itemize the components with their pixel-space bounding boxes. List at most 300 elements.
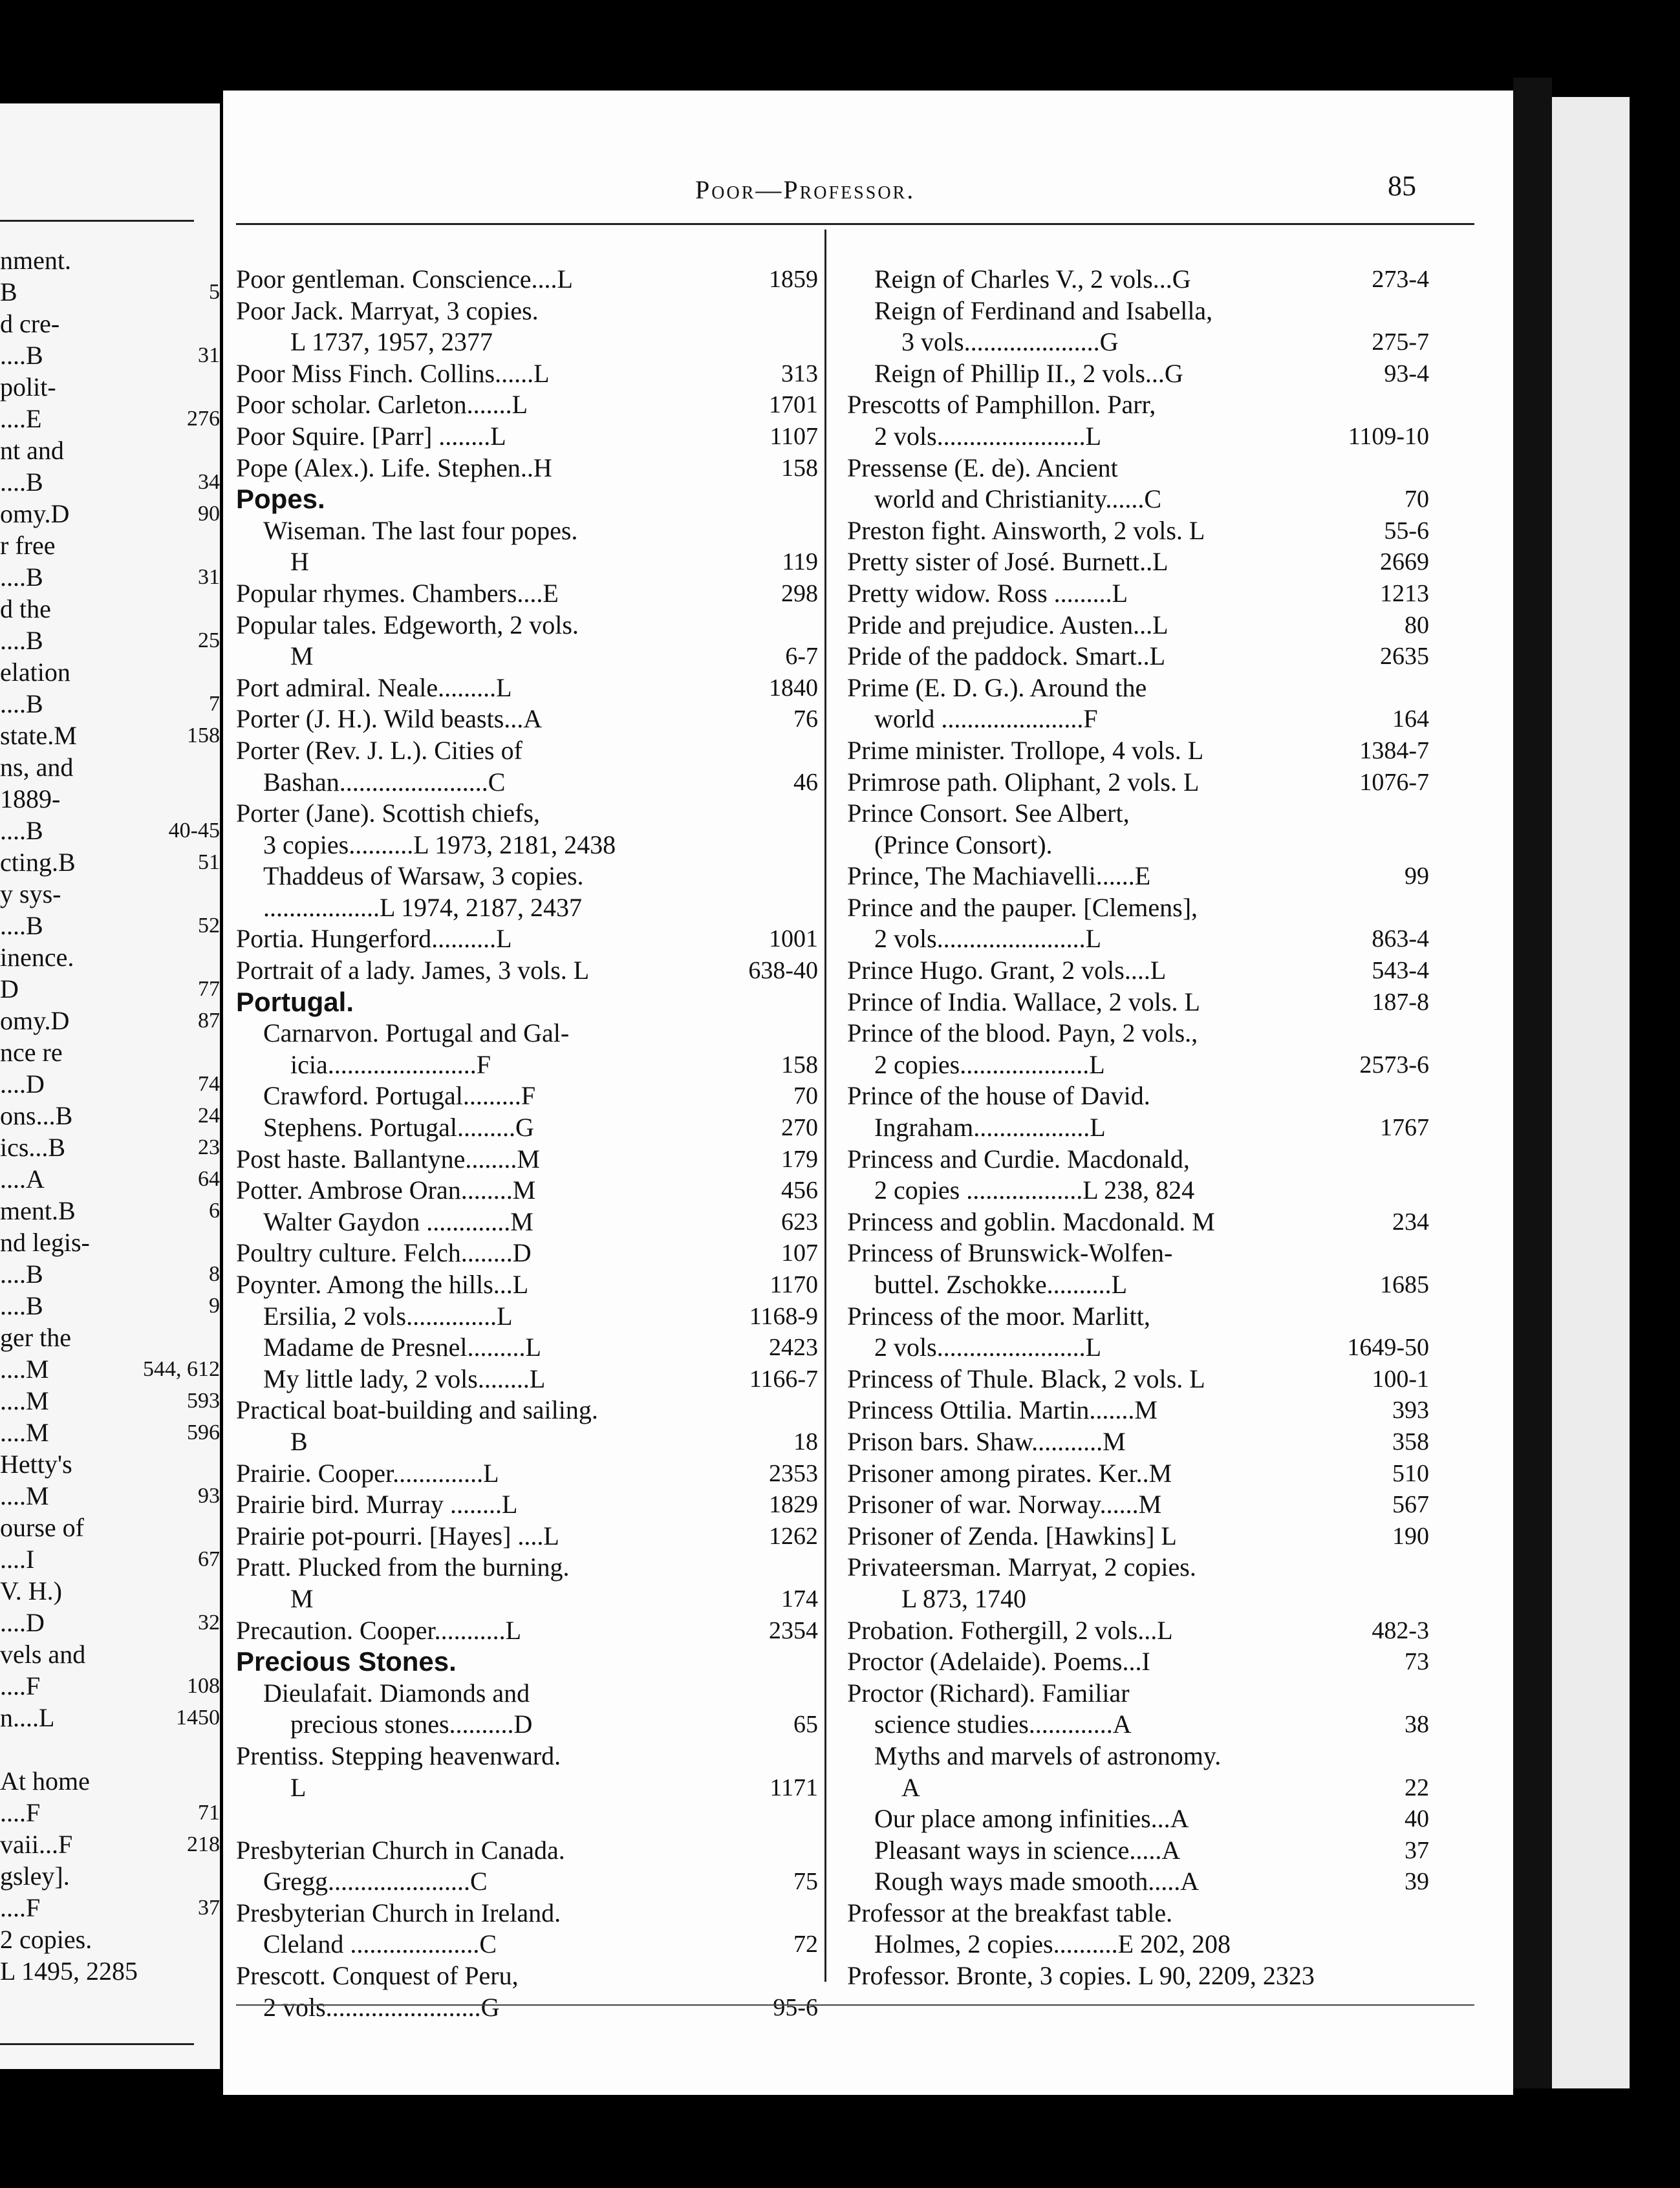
entry-text: Prince and the pauper. [Clemens], xyxy=(847,892,1198,922)
prev-line-text: d cre- xyxy=(0,309,60,338)
index-entry-line xyxy=(236,1238,818,1269)
page-header xyxy=(223,170,1513,213)
prev-page-line xyxy=(0,1638,220,1670)
entry-text: Princess Ottilia. Martin.......M xyxy=(847,1395,1158,1425)
entry-number: 1213 xyxy=(1380,579,1429,607)
index-entry-line xyxy=(847,703,1429,735)
prev-line-text: nce re xyxy=(0,1038,63,1067)
prev-line-text: ment.B xyxy=(0,1196,76,1225)
prev-line-text: ....B xyxy=(0,626,43,655)
index-entry-line xyxy=(236,1709,818,1741)
index-entry-line xyxy=(847,1552,1429,1583)
index-entry-line xyxy=(847,1615,1429,1647)
entry-number: 270 xyxy=(781,1114,818,1142)
index-entry-line xyxy=(236,1395,818,1426)
entry-number: 1076-7 xyxy=(1359,768,1429,796)
index-entry-line xyxy=(847,892,1429,924)
prev-page-line xyxy=(0,720,220,751)
index-entry-line xyxy=(236,389,818,421)
prev-page-line xyxy=(0,878,220,910)
entry-number: 187-8 xyxy=(1372,988,1429,1016)
entry-number: 510 xyxy=(1392,1459,1429,1487)
entry-number: 158 xyxy=(781,1051,818,1078)
entry-number: 107 xyxy=(781,1239,818,1267)
entry-number: 2573-6 xyxy=(1359,1051,1429,1078)
index-entry-line xyxy=(847,1709,1429,1741)
index-entry-line xyxy=(847,1521,1429,1552)
entry-text: L 1737, 1957, 2377 xyxy=(290,327,493,357)
index-entry-line xyxy=(236,1458,818,1490)
entry-text: Prairie. Cooper..............L xyxy=(236,1458,499,1488)
index-entry-line xyxy=(847,641,1429,672)
prev-line-text: vaii...F xyxy=(0,1830,73,1859)
index-entry-line xyxy=(847,1080,1429,1112)
entry-number: 95-6 xyxy=(773,1993,818,2021)
entry-text: Pressense (E. de). Ancient xyxy=(847,453,1118,482)
prev-page-line xyxy=(0,973,220,1005)
entry-text: Prentiss. Stepping heavenward. xyxy=(236,1741,561,1770)
prev-line-text: ....M xyxy=(0,1481,49,1510)
entry-text: H xyxy=(290,547,309,577)
entry-number: 1171 xyxy=(770,1774,818,1801)
prev-page-line xyxy=(0,1417,220,1448)
index-entry-line xyxy=(847,1049,1429,1081)
entry-text: Pride and prejudice. Austen...L xyxy=(847,610,1168,639)
entry-text: Ingraham..................L xyxy=(874,1113,1106,1142)
prev-line-number: 276 xyxy=(187,407,220,431)
prev-line-text: ....B xyxy=(0,341,43,370)
entry-number: 75 xyxy=(793,1868,818,1896)
entry-text: Precious Stones. xyxy=(236,1646,457,1677)
entry-text: Poor Jack. Marryat, 3 copies. xyxy=(236,295,539,325)
prev-page-line xyxy=(0,751,220,783)
index-entry-line xyxy=(236,1615,818,1647)
prev-line-number: 6 xyxy=(209,1199,220,1223)
entry-text: Cleland ....................C xyxy=(263,1929,497,1959)
index-entry-line xyxy=(847,389,1429,421)
prev-line-text: At home xyxy=(0,1766,90,1796)
entry-number: 6-7 xyxy=(785,643,818,670)
index-entry-line xyxy=(847,546,1429,578)
page-number: 85 xyxy=(1388,170,1416,202)
prev-line-text: ns, and xyxy=(0,753,74,782)
prev-page-line xyxy=(0,561,220,593)
entry-text: 2 vols.......................L xyxy=(874,421,1102,451)
prev-page-line xyxy=(0,1005,220,1036)
prev-line-text: ....B xyxy=(0,689,43,718)
entry-number: 1262 xyxy=(769,1522,818,1550)
entry-text: 2 vols.......................L xyxy=(874,1333,1102,1362)
index-entry-line xyxy=(236,515,818,547)
entry-number: 623 xyxy=(781,1208,818,1236)
prev-line-number: 1450 xyxy=(176,1706,220,1730)
index-entry-line xyxy=(847,264,1429,295)
entry-text: Popular tales. Edgeworth, 2 vols. xyxy=(236,610,579,639)
entry-text: Prince, The Machiavelli......E xyxy=(847,861,1151,891)
entry-text: Privateersman. Marryat, 2 copies. xyxy=(847,1552,1196,1582)
index-entry-line xyxy=(236,1207,818,1238)
prev-page-line xyxy=(0,371,220,403)
entry-number: 158 xyxy=(781,454,818,482)
entry-text: Preston fight. Ainsworth, 2 vols. L xyxy=(847,515,1205,545)
index-entry-line xyxy=(236,1080,818,1112)
prev-line-text: gsley]. xyxy=(0,1861,70,1891)
prev-line-number: 64 xyxy=(198,1167,220,1191)
index-entry-line xyxy=(236,327,818,358)
prev-page-line xyxy=(0,1163,220,1195)
entry-text: Princess of Thule. Black, 2 vols. L xyxy=(847,1364,1205,1393)
index-entry-line xyxy=(847,1364,1429,1395)
index-entry-line xyxy=(236,767,818,799)
entry-number: 22 xyxy=(1405,1774,1429,1801)
prev-line-text: ....D xyxy=(0,1608,45,1637)
index-entry-line xyxy=(847,1207,1429,1238)
prev-page-line xyxy=(0,1100,220,1132)
entry-text: buttel. Zschokke..........L xyxy=(874,1270,1128,1299)
entry-number: 482-3 xyxy=(1372,1616,1429,1644)
index-entry-line xyxy=(236,610,818,641)
prev-line-text: n....L xyxy=(0,1703,55,1732)
entry-number: 863-4 xyxy=(1372,925,1429,953)
entry-number: 2353 xyxy=(769,1459,818,1487)
entry-number: 1829 xyxy=(769,1491,818,1519)
prev-line-text: omy.D xyxy=(0,499,70,528)
entry-text: M xyxy=(290,641,314,671)
entry-text: 2 vols........................G xyxy=(263,1992,500,2022)
prev-line-text: 2 copies. xyxy=(0,1925,92,1954)
index-entry-line xyxy=(847,1426,1429,1458)
index-entry-line xyxy=(236,798,818,830)
entry-text: Professor at the breakfast table. xyxy=(847,1898,1173,1927)
prev-line-text: nment. xyxy=(0,246,71,275)
entry-text: Pretty sister of José. Burnett..L xyxy=(847,547,1168,577)
prev-line-text: ....M xyxy=(0,1418,49,1447)
index-entry-line xyxy=(847,1835,1429,1867)
entry-text: Presbyterian Church in Ireland. xyxy=(236,1898,561,1927)
entry-text: Prairie pot-pourri. [Hayes] ....L xyxy=(236,1521,559,1550)
entry-number: 1107 xyxy=(770,422,818,450)
prev-line-number: 51 xyxy=(198,850,220,874)
index-entry-line xyxy=(847,1269,1429,1301)
index-entry-line xyxy=(847,1301,1429,1333)
prev-line-number: 32 xyxy=(198,1611,220,1635)
entry-text: Poynter. Among the hills...L xyxy=(236,1270,529,1299)
index-entry-line xyxy=(236,735,818,767)
entry-text: Potter. Ambrose Oran........M xyxy=(236,1175,536,1205)
prev-page-line xyxy=(0,941,220,973)
entry-text: Primrose path. Oliphant, 2 vols. L xyxy=(847,767,1200,797)
entry-text: Princess and goblin. Macdonald. M xyxy=(847,1207,1215,1236)
prev-page-line xyxy=(0,1797,220,1829)
index-entry-line xyxy=(236,1866,818,1898)
prev-line-text: ....M xyxy=(0,1386,49,1415)
prev-line-text: cting.B xyxy=(0,848,76,877)
entry-text: Prince of the blood. Payn, 2 vols., xyxy=(847,1018,1198,1048)
entry-number: 65 xyxy=(793,1711,818,1739)
prev-line-text: ....F xyxy=(0,1893,41,1922)
index-entry-line xyxy=(236,1332,818,1364)
prev-page-line xyxy=(0,339,220,371)
entry-text: Our place among infinities...A xyxy=(874,1804,1189,1834)
prev-line-text: state.M xyxy=(0,721,77,750)
prev-line-text: ics...B xyxy=(0,1133,66,1162)
entry-number: 2423 xyxy=(769,1334,818,1362)
prev-line-number: 40-45 xyxy=(168,819,220,842)
prev-line-text: ger the xyxy=(0,1323,71,1352)
index-entry-line xyxy=(847,1583,1429,1615)
entry-number: 38 xyxy=(1405,1711,1429,1739)
index-entry-line xyxy=(236,923,818,955)
index-entry-line xyxy=(847,1175,1429,1207)
entry-number: 70 xyxy=(1405,486,1429,513)
entry-text: Dieulafait. Diamonds and xyxy=(263,1678,530,1708)
prev-line-text: d the xyxy=(0,594,51,623)
prev-line-text: nd legis- xyxy=(0,1228,90,1257)
prev-page-line xyxy=(0,1448,220,1480)
prev-page-line xyxy=(0,244,220,276)
prev-line-number: 158 xyxy=(187,724,220,747)
entry-text: Presbyterian Church in Canada. xyxy=(236,1835,565,1865)
entry-text: Reign of Phillip II., 2 vols...G xyxy=(874,358,1183,388)
prev-line-number: 7 xyxy=(209,692,220,716)
bottom-rule xyxy=(236,2004,1474,2006)
prev-page-line xyxy=(0,1068,220,1100)
prev-line-text: L 1495, 2285 xyxy=(0,1957,138,1986)
entry-number: 93-4 xyxy=(1384,359,1429,387)
prev-line-text: ....F xyxy=(0,1798,41,1827)
header-rule xyxy=(236,223,1474,225)
entry-text: Rough ways made smooth.....A xyxy=(874,1867,1200,1896)
entry-text: Portugal. xyxy=(236,986,354,1017)
prev-page-line xyxy=(0,434,220,466)
entry-text: Port admiral. Neale.........L xyxy=(236,672,512,702)
entry-number: 190 xyxy=(1392,1522,1429,1550)
prev-line-number: 218 xyxy=(187,1832,220,1856)
entry-text: Popes. xyxy=(236,484,325,515)
index-entry-line xyxy=(236,1929,818,1960)
entry-text: Porter (Jane). Scottish chiefs, xyxy=(236,799,540,828)
entry-number: 72 xyxy=(793,1931,818,1958)
index-entry-line xyxy=(236,1364,818,1395)
entry-text: Reign of Ferdinand and Isabella, xyxy=(874,295,1213,325)
entry-text: Poultry culture. Felch........D xyxy=(236,1238,532,1268)
entry-text: Wiseman. The last four popes. xyxy=(263,515,578,545)
prev-page-line xyxy=(0,1543,220,1575)
index-entry-line xyxy=(847,1018,1429,1049)
index-entry-line xyxy=(847,1144,1429,1175)
index-entry-line xyxy=(236,358,818,390)
entry-text: Pope (Alex.). Life. Stephen..H xyxy=(236,453,552,482)
prev-page-line xyxy=(0,1829,220,1860)
index-entry-line xyxy=(236,1521,818,1552)
prev-page-line xyxy=(0,1955,220,1987)
entry-text: Carnarvon. Portugal and Gal- xyxy=(263,1018,570,1048)
entry-number: 1859 xyxy=(769,266,818,293)
prev-line-text: 1889- xyxy=(0,784,61,813)
index-entry-line xyxy=(847,295,1429,327)
prev-line-number: 74 xyxy=(198,1072,220,1096)
prev-line-number: 31 xyxy=(198,565,220,589)
index-entry-line xyxy=(236,1960,818,1992)
index-entry-line xyxy=(847,515,1429,547)
entry-number: 456 xyxy=(781,1177,818,1205)
entry-text: Princess of the moor. Marlitt, xyxy=(847,1301,1150,1331)
prev-page-line xyxy=(0,783,220,815)
index-entry-line xyxy=(847,1395,1429,1426)
index-entry-line xyxy=(236,546,818,578)
prev-page-line xyxy=(0,1132,220,1163)
previous-page-fragment xyxy=(0,103,220,2069)
entry-number: 1170 xyxy=(770,1271,818,1298)
entry-number: 76 xyxy=(793,705,818,733)
entry-text: Practical boat-building and sailing. xyxy=(236,1395,598,1425)
entry-text: Prisoner among pirates. Ker..M xyxy=(847,1458,1172,1488)
index-entry-line xyxy=(847,484,1429,515)
prev-line-text: ....B xyxy=(0,467,43,497)
prev-line-number: 5 xyxy=(209,280,220,304)
entry-number: 1384-7 xyxy=(1359,736,1429,764)
right-column xyxy=(847,264,1429,1992)
prev-page-line xyxy=(0,308,220,339)
index-entry-line xyxy=(847,421,1429,453)
entry-text: Prescott. Conquest of Peru, xyxy=(236,1961,519,1991)
prev-line-number: 90 xyxy=(198,502,220,526)
prev-line-text: vels and xyxy=(0,1640,86,1669)
prev-line-number: 544, 612 xyxy=(143,1357,220,1381)
entry-text: Post haste. Ballantyne........M xyxy=(236,1144,540,1174)
prev-line-number: 8 xyxy=(209,1262,220,1286)
index-entry-line xyxy=(236,1835,818,1867)
prev-page-line xyxy=(0,1353,220,1385)
prev-line-number: 25 xyxy=(198,628,220,652)
prev-page-line xyxy=(0,1480,220,1512)
prev-line-number: 24 xyxy=(198,1104,220,1128)
prev-page-line xyxy=(0,1702,220,1733)
entry-text: Poor Squire. [Parr] ........L xyxy=(236,421,506,451)
entry-text: Prime (E. D. G.). Around the xyxy=(847,672,1147,702)
entry-number: 1168-9 xyxy=(749,1302,818,1330)
entry-text: Thaddeus of Warsaw, 3 copies. xyxy=(263,861,584,891)
prev-line-number: 31 xyxy=(198,343,220,367)
prev-page-line xyxy=(0,1385,220,1417)
index-entry-line xyxy=(236,453,818,484)
index-entry-line xyxy=(847,327,1429,358)
prev-line-number: 37 xyxy=(198,1896,220,1920)
index-entry-line xyxy=(847,861,1429,892)
index-entry-line xyxy=(236,484,818,515)
index-entry-line xyxy=(236,1772,818,1804)
prev-line-text: ....E xyxy=(0,404,42,433)
prev-page-line xyxy=(0,1290,220,1322)
prev-line-number: 9 xyxy=(209,1294,220,1318)
entry-text: precious stones..........D xyxy=(290,1710,533,1739)
entry-text: Precaution. Cooper...........L xyxy=(236,1615,522,1645)
index-entry-line xyxy=(847,1458,1429,1490)
prev-line-text: ....B xyxy=(0,816,43,845)
prev-line-number: 67 xyxy=(198,1547,220,1571)
entry-number: 100-1 xyxy=(1372,1365,1429,1393)
entry-text: Prime minister. Trollope, 4 vols. L xyxy=(847,735,1204,765)
entry-text: Porter (Rev. J. L.). Cities of xyxy=(236,735,522,765)
index-entry-line xyxy=(236,641,818,672)
entry-number: 2354 xyxy=(769,1616,818,1644)
prev-line-text: ....A xyxy=(0,1164,45,1194)
entry-text: Holmes, 2 copies..........E 202, 208 xyxy=(874,1929,1231,1959)
prev-page-line xyxy=(0,910,220,941)
index-entry-line xyxy=(236,672,818,704)
prev-page-line xyxy=(0,276,220,308)
index-entry-line xyxy=(236,1144,818,1175)
entry-text: Reign of Charles V., 2 vols...G xyxy=(874,264,1191,294)
prev-line-text: r free xyxy=(0,531,56,560)
prev-page-line xyxy=(0,530,220,561)
index-entry-line xyxy=(236,1803,818,1835)
entry-text: M xyxy=(290,1583,314,1613)
entry-text: world ......................F xyxy=(874,704,1098,734)
entry-text: Pleasant ways in science.....A xyxy=(874,1835,1181,1865)
entry-number: 567 xyxy=(1392,1491,1429,1519)
entry-number: 164 xyxy=(1392,705,1429,733)
entry-text: Proctor (Adelaide). Poems...I xyxy=(847,1647,1150,1677)
entry-number: 1767 xyxy=(1380,1114,1429,1142)
index-entry-line xyxy=(236,1678,818,1710)
prev-line-text: Hetty's xyxy=(0,1450,72,1479)
page-edges xyxy=(1552,97,1630,2088)
prev-page-lines xyxy=(0,244,220,1987)
entry-text: Myths and marvels of astronomy. xyxy=(874,1741,1222,1770)
entry-number: 99 xyxy=(1405,863,1429,890)
index-entry-line xyxy=(847,923,1429,955)
entry-text: Crawford. Portugal.........F xyxy=(263,1081,536,1111)
entry-text: My little lady, 2 vols........L xyxy=(263,1364,546,1393)
prev-page-line xyxy=(0,1765,220,1797)
entry-number: 1840 xyxy=(769,674,818,702)
entry-text: Prince of India. Wallace, 2 vols. L xyxy=(847,987,1200,1016)
index-entry-line xyxy=(236,830,818,861)
prev-page-line xyxy=(0,403,220,434)
index-entry-line xyxy=(847,1772,1429,1804)
index-entry-line xyxy=(847,1741,1429,1772)
entry-number: 275-7 xyxy=(1372,328,1429,356)
entry-number: 234 xyxy=(1392,1208,1429,1236)
prev-line-text: ....D xyxy=(0,1069,45,1099)
prev-line-text: ourse of xyxy=(0,1513,84,1542)
entry-number: 174 xyxy=(781,1585,818,1613)
index-entry-line xyxy=(236,1269,818,1301)
prev-line-number: 93 xyxy=(198,1484,220,1508)
entry-text: Prairie bird. Murray ........L xyxy=(236,1490,518,1519)
index-entry-line xyxy=(847,672,1429,704)
prev-page-line xyxy=(0,1575,220,1607)
prev-page-line xyxy=(0,625,220,656)
entry-number: 55-6 xyxy=(1384,517,1429,544)
index-entry-line xyxy=(847,1960,1429,1992)
prev-line-number: 71 xyxy=(198,1801,220,1825)
entry-text: 2 copies....................L xyxy=(874,1049,1105,1079)
index-entry-line xyxy=(236,987,818,1018)
prev-line-text: ons...B xyxy=(0,1101,73,1130)
prev-page-line xyxy=(0,1892,220,1924)
index-entry-line xyxy=(236,1489,818,1521)
index-entry-line xyxy=(847,767,1429,799)
prev-page-line xyxy=(0,846,220,878)
book-binding xyxy=(1513,78,1552,2088)
index-entry-line xyxy=(847,1929,1429,1960)
index-page xyxy=(223,91,1513,2095)
entry-number: 18 xyxy=(793,1428,818,1455)
index-entry-line xyxy=(847,798,1429,830)
page-title: Poor—Professor. xyxy=(695,175,916,204)
